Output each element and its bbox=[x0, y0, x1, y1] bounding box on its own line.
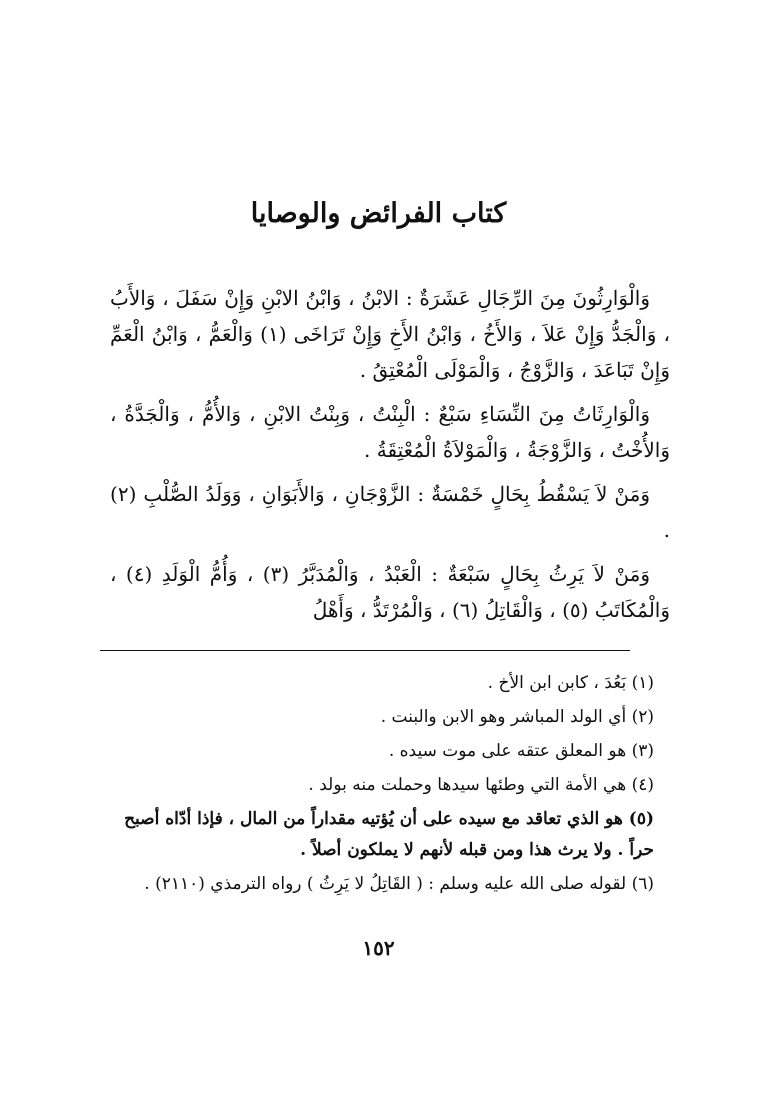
chapter-title: كتاب الفرائض والوصايا bbox=[250, 198, 507, 229]
footnote-2: (٢) أي الولد المباشر وهو الابن والبنت . bbox=[380, 707, 654, 727]
footnote-divider bbox=[100, 650, 630, 651]
main-text bbox=[110, 280, 670, 636]
paragraph-female-heirs: وَالْوَارِثَاتُ مِنَ النِّسَاءِ سَبْعٌ : الْبِنْتُ ، وَبِنْتُ الابْنِ ، وَالأُمُّ ، وَالْجَدَّةُ ، وَالأُخْتُ ، وَالزَّوْجَةُ ، وَالْمَوْلاَةُ الْمُعْتِقَةُ . bbox=[110, 402, 670, 462]
footnote-6: (٦) لقوله صلى الله عليه وسلم : ( القَاتِلُ لا يَرِثُ ) رواه الترمذي (٢١١٠) . bbox=[144, 874, 654, 894]
footnote-5: (٥) هو الذي تعاقد مع سيده على أن يُؤتيه مقداراً من المال ، فإذا أدّاه أصبح حراً . ولا يرث هذا ومن قبله لأنهم لا يملكون أصلاً . bbox=[124, 809, 654, 860]
footnotes bbox=[100, 668, 670, 903]
footnote-4: (٤) هي الأمة التي وطئها سيدها وحملت منه بولد . bbox=[308, 775, 654, 795]
paragraph-male-heirs: وَالْوَارِثُونَ مِنَ الرِّجَالِ عَشَرَةٌ : الابْنُ ، وَابْنُ الابْنِ وَإِنْ سَفَلَ ، وَالأَبُ ، وَالْجَدُّ وَإِنْ عَلاَ ، وَالأَخُ ، وَابْنُ الأَخِ وَإِنْ تَرَاخَى (١) وَالْعَمُّ ، وَابْنُ الْعَمِّ وَإِنْ تَبَاعَدَ ، وَالزَّوْجُ ، وَالْمَوْلَى الْمُعْتِقُ . bbox=[110, 286, 671, 382]
page-number: ١٥٢ bbox=[362, 936, 395, 960]
footnote-1: (١) بَعُدَ ، كابن ابن الأخ . bbox=[487, 673, 654, 693]
footnote-3: (٣) هو المعلق عتقه على موت سيده . bbox=[388, 741, 654, 761]
paragraph-never-inherit: وَمَنْ لاَ يَرِثُ بِحَالٍ سَبْعَةٌ : الْعَبْدُ ، وَالْمُدَبَّرُ (٣) ، وَأُمُّ الْوَلَدِ (٤) ، وَالْمُكَاتَبُ (٥) ، وَالْقَاتِلُ (٦) ، وَالْمُرْتَدُّ ، وَأَهْلُ bbox=[110, 562, 670, 622]
paragraph-never-excluded: وَمَنْ لاَ يَسْقُطُ بِحَالٍ خَمْسَةٌ : الزَّوْجَانِ ، وَالأَبَوَانِ ، وَوَلَدُ الصُّلْبِ (٢) . bbox=[110, 482, 670, 542]
